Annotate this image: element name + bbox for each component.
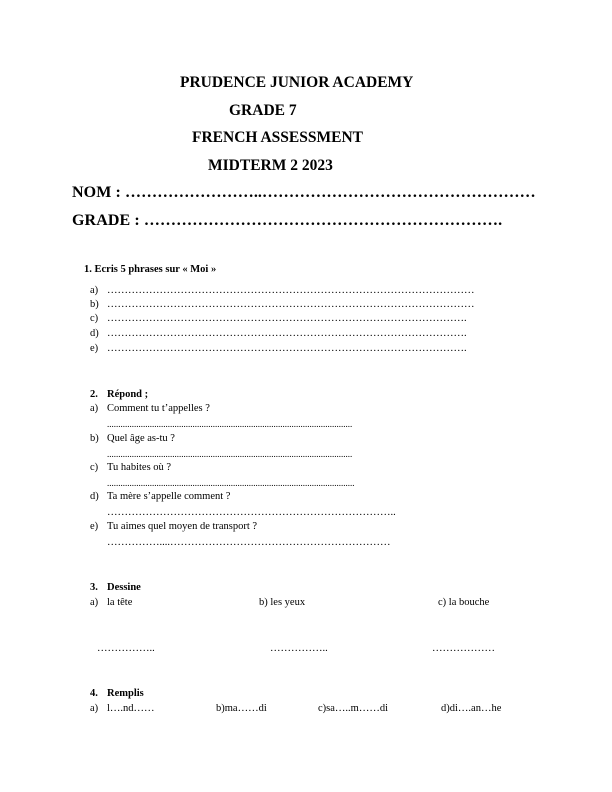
q3-item-head: la tête bbox=[107, 597, 133, 608]
question-3-number: 3. bbox=[90, 582, 98, 593]
q4-word-3[interactable]: c)sa…..m……di bbox=[318, 703, 388, 714]
q2-letter-c: c) bbox=[90, 462, 99, 473]
q4-letter-a: a) bbox=[90, 703, 99, 714]
q1-letter-b: b) bbox=[90, 299, 99, 310]
question-2-title: Répond ; bbox=[107, 389, 149, 400]
q3-letter-a: a) bbox=[90, 597, 99, 608]
question-4-number: 4. bbox=[90, 688, 98, 699]
question-1-title: 1. Ecris 5 phrases sur « Moi » bbox=[84, 264, 217, 275]
q2-question-c: Tu habites où ? bbox=[107, 462, 172, 473]
q4-word-2[interactable]: b)ma……di bbox=[216, 703, 267, 714]
q1-letter-e: e) bbox=[90, 343, 99, 354]
q2-answer-b[interactable]: ............................................................................................................. bbox=[107, 449, 353, 459]
q2-answer-a[interactable]: ............................................................................................................. bbox=[107, 419, 353, 429]
question-4-title: Remplis bbox=[107, 688, 144, 699]
question-2-number: 2. bbox=[90, 389, 98, 400]
q2-question-e: Tu aimes quel moyen de transport ? bbox=[107, 521, 258, 532]
q2-letter-a: a) bbox=[90, 403, 99, 414]
q1-line-b[interactable]: …………………………………………………………………………………………… bbox=[107, 299, 475, 310]
subject-heading: FRENCH ASSESSMENT bbox=[192, 129, 363, 146]
q1-line-a[interactable]: …………………………………………………………………………………………… bbox=[107, 285, 475, 296]
term-heading: MIDTERM 2 2023 bbox=[208, 157, 333, 174]
q1-letter-d: d) bbox=[90, 328, 99, 339]
school-name: PRUDENCE JUNIOR ACADEMY bbox=[180, 74, 414, 91]
q2-letter-d: d) bbox=[90, 491, 99, 502]
q4-word-4[interactable]: d)di….an…he bbox=[441, 703, 502, 714]
q2-question-d: Ta mère s’appelle comment ? bbox=[107, 491, 231, 502]
q3-item-eyes: b) les yeux bbox=[259, 597, 306, 608]
question-3-title: Dessine bbox=[107, 582, 141, 593]
q2-answer-d[interactable]: ……………………………………………………………………….. bbox=[107, 507, 396, 518]
nom-field[interactable]: NOM : ……………………..…………………………………………… bbox=[72, 184, 536, 201]
q1-letter-a: a) bbox=[90, 285, 99, 296]
q2-question-a: Comment tu t’appelles ? bbox=[107, 403, 210, 414]
q2-answer-c[interactable]: .............................................................................................................. bbox=[107, 478, 355, 488]
q1-line-d[interactable]: …………………………………………………………………………………………. bbox=[107, 328, 467, 339]
q3-blank-head[interactable]: …………….. bbox=[97, 643, 155, 654]
q1-letter-c: c) bbox=[90, 313, 99, 324]
q3-item-mouth: c) la bouche bbox=[438, 597, 490, 608]
q3-blank-eyes[interactable]: …………….. bbox=[270, 643, 328, 654]
q2-answer-e[interactable]: ……………....……………………………………………………… bbox=[107, 537, 391, 548]
grade-heading: GRADE 7 bbox=[229, 102, 297, 119]
q1-line-e[interactable]: …………………………………………………………………………………………. bbox=[107, 343, 467, 354]
q2-question-b: Quel âge as-tu ? bbox=[107, 433, 175, 444]
q2-letter-b: b) bbox=[90, 433, 99, 444]
q1-line-c[interactable]: …………………………………………………………………………………………. bbox=[107, 313, 467, 324]
q4-word-1[interactable]: l….nd…… bbox=[107, 703, 155, 714]
grade-field[interactable]: GRADE : …………………………………………………………. bbox=[72, 212, 503, 229]
q2-letter-e: e) bbox=[90, 521, 99, 532]
q3-blank-mouth[interactable]: ……………… bbox=[432, 643, 495, 654]
